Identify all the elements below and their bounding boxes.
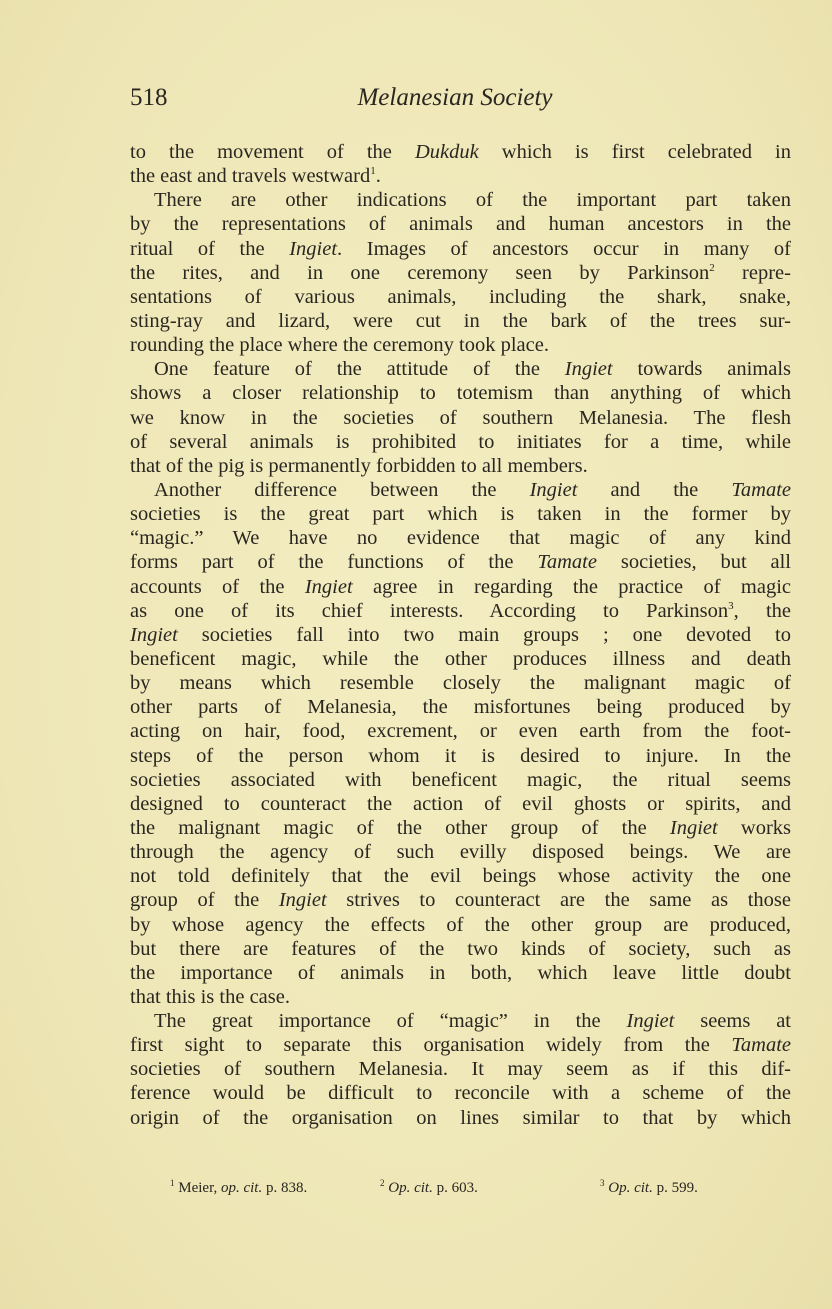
text-run: the east and travels westward [130,165,371,188]
text-run: by the representations of animals and human ancestors in the [130,213,791,236]
text-run: which is first celebrated in [478,141,791,163]
text-run: by whose agency the effects of the other group are produced, [130,913,791,936]
text-line [130,575,791,599]
footnote-text: Meier, [178,1180,221,1196]
footnote-2 [380,1180,600,1197]
text-run: other parts of Melanesia, the misfortunes being produced by [130,696,791,719]
italic-term: Ingiet [669,816,718,839]
text-line [130,719,791,743]
text-run: forms part of the functions of the [130,551,538,574]
text-run: first sight to separate this organisation widely from the [130,1034,732,1057]
text-run: rounding the place where the ceremony took place. [130,334,549,357]
page-number: 518 [130,84,168,111]
text-line [130,381,791,405]
text-line [130,744,791,768]
text-run: steps of the person whom it is desired to injure. In the [130,744,791,767]
text-line [130,406,791,430]
footnote-citation: Op. cit. [608,1180,653,1196]
text-run: repre- [714,261,791,284]
text-line [130,671,791,695]
text-line [130,768,791,792]
text-run: sentations of various animals, including the shark, snake, [130,285,791,308]
text-line [130,1057,791,1081]
text-run: through the agency of such evilly disposed beings. We are [130,841,791,864]
text-run: shows a closer relationship to totemism than anything of which [130,382,791,405]
footnote-mark: 2 [380,1178,385,1188]
text-run: that this is the case. [130,985,290,1008]
italic-term: Tamate [537,551,597,574]
text-line [130,550,791,574]
footnote-citation: Op. cit. [388,1180,433,1196]
text-line [130,164,791,188]
italic-term: Dukduk [414,141,479,163]
text-line [130,140,791,164]
text-line [130,212,791,236]
text-run: societies associated with beneficent magic, the ritual seems [130,768,791,791]
text-line [130,888,791,912]
text-line [130,792,791,816]
text-run: but there are features of the two kinds of society, such as [130,937,791,960]
italic-term: Ingiet [278,889,327,912]
text-run: the rites, and in one ceremony seen by Parkinson [130,261,710,284]
text-line [130,1009,791,1033]
text-line [130,599,791,623]
footnote-citation: op. cit. [220,1180,263,1196]
text-run: . [375,165,381,188]
text-run: designed to counteract the action of evil ghosts or spirits, and [130,792,791,815]
text-run: . Images of ancestors occur in many of [337,237,792,260]
italic-term: Tamate [731,478,791,501]
italic-term: Tamate [731,1034,791,1057]
text-run: of several animals is prohibited to initiates for a time, while [130,430,791,453]
text-run: ritual of the [130,237,290,260]
text-run: societies is the great part which is taken in the former by [130,503,791,526]
text-line [130,816,791,840]
text-line [130,333,791,357]
text-run: Another difference between the [154,478,530,501]
footnote-1 [170,1180,380,1197]
text-line [130,502,791,526]
running-title: Melanesian Society [357,84,553,111]
text-line [130,695,791,719]
text-run: that of the pig is permanently forbidden to all members. [130,454,588,477]
text-run: acting on hair, food, excrement, or even earth from the foot- [130,720,791,743]
text-run: There are other indications of the important part taken [154,189,791,212]
text-run: not told definitely that the evil beings whose activity the one [130,865,791,888]
text-line [130,1081,791,1105]
text-line [130,430,791,454]
text-line [130,1106,791,1130]
footnote-3 [600,1180,698,1197]
footnote-page: p. 838. [262,1180,308,1196]
text-run: to the movement of the [130,141,415,163]
footnotes [170,1180,790,1197]
text-run: societies, but all [596,551,792,574]
text-line [130,937,791,961]
italic-term: Ingiet [304,575,353,598]
text-line [130,188,791,212]
text-line [130,961,791,985]
text-run: The great importance of “magic” in the [154,1010,627,1033]
text-line [130,647,791,671]
text-run: group of the [130,889,279,912]
italic-term: Ingiet [289,237,338,260]
text-line [130,285,791,309]
text-run: accounts of the [130,575,305,598]
text-run: “magic.” We have no evidence that magic of any kind [130,527,791,550]
text-run: , the [733,599,792,622]
text-line [130,864,791,888]
text-run: and the [577,478,732,501]
text-run: by means which resemble closely the malignant magic of [130,672,791,695]
footnote-page: p. 603. [432,1180,478,1196]
text-run: societies of southern Melanesia. It may seem as if this dif- [130,1058,791,1081]
text-run: towards animals [612,358,791,381]
text-run: strives to counteract are the same as those [326,889,792,912]
text-run: sting-ray and lizard, were cut in the bark of the trees sur- [130,309,791,332]
text-line [130,454,791,478]
body-text [130,140,791,1130]
footnote-mark: 3 [600,1178,605,1188]
text-run: origin of the organisation on lines similar to that by which [130,1106,791,1129]
text-line [130,840,791,864]
text-run: the importance of animals in both, which leave little doubt [130,961,791,984]
italic-term: Ingiet [626,1010,675,1033]
footnote-reference: 2 [709,261,715,274]
text-run: as one of its chief interests. According to Parkinson [130,599,729,622]
text-line [130,478,791,502]
text-run: One feature of the attitude of the [154,358,565,381]
text-line [130,985,791,1009]
text-run: the malignant magic of the other group of the [130,816,670,839]
italic-term: Ingiet [529,478,578,501]
footnote-mark: 1 [170,1178,175,1188]
text-line [130,913,791,937]
italic-term: Ingiet [564,358,613,381]
text-line [130,261,791,285]
text-run: societies fall into two main groups ; one devoted to [177,623,791,646]
text-run: seems at [674,1010,791,1033]
text-line [130,309,791,333]
text-run: beneficent magic, while the other produces illness and death [130,647,791,670]
italic-term: Ingiet [130,623,178,646]
footnote-reference: 3 [728,599,734,612]
text-line [130,526,791,550]
text-run: agree in regarding the practice of magic [352,575,791,598]
text-line [130,1033,791,1057]
footnote-page: p. 599. [652,1180,698,1196]
text-line [130,237,791,261]
text-run: we know in the societies of southern Melanesia. The flesh [130,406,791,429]
text-line [130,623,791,647]
text-run: works [717,816,792,839]
footnote-reference: 1 [370,165,376,178]
text-line [130,357,791,381]
text-run: ference would be difficult to reconcile with a scheme of the [130,1082,791,1105]
